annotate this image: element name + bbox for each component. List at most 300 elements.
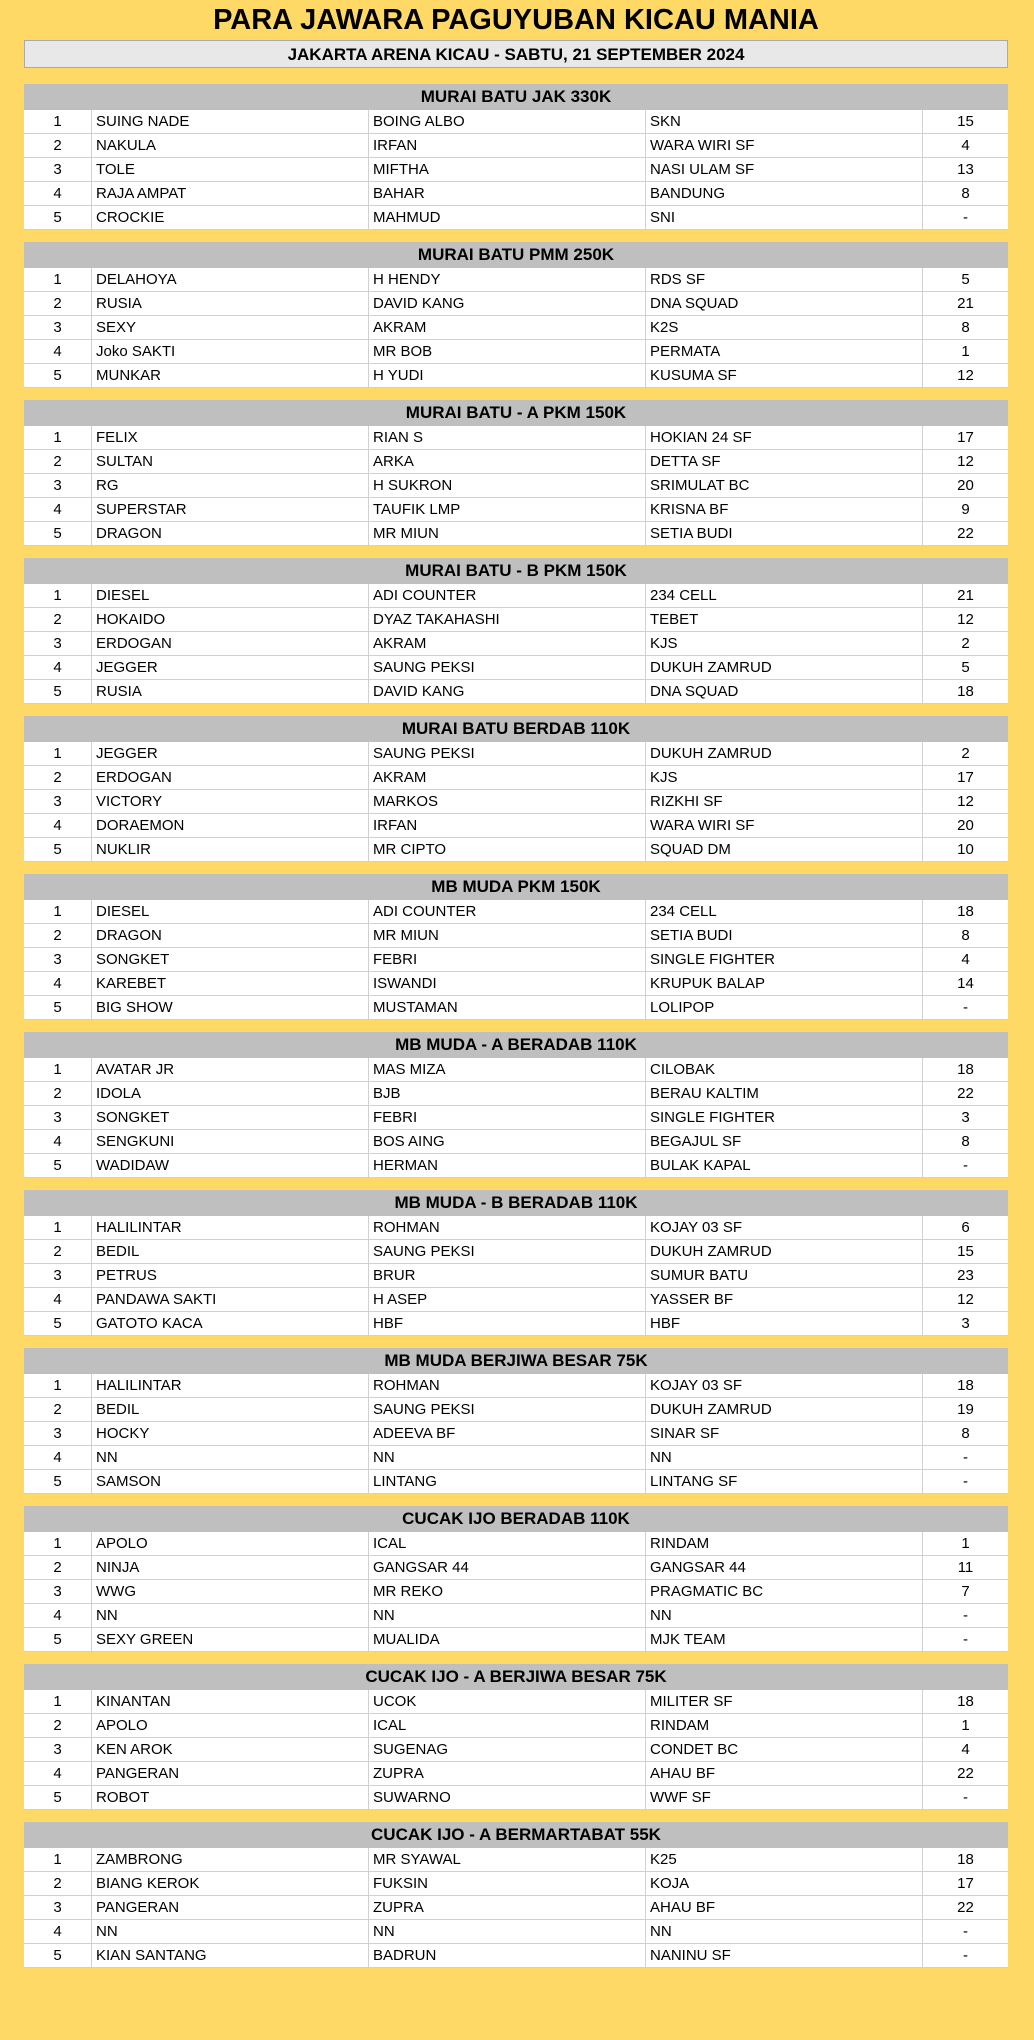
number-cell: 18 xyxy=(957,1851,974,1868)
rank-cell: 1 xyxy=(24,900,92,923)
class-section xyxy=(24,84,1008,242)
bird-name-cell: WWG xyxy=(92,1580,369,1603)
owner-cell: BOS AING xyxy=(369,1130,646,1153)
team-cell: HOKIAN 24 SF xyxy=(646,426,923,449)
table-row xyxy=(24,474,1008,498)
table-row xyxy=(24,972,1008,996)
table-row xyxy=(24,1872,1008,1896)
table-row xyxy=(24,1848,1008,1872)
owner-cell: IRFAN xyxy=(369,134,646,157)
table-row xyxy=(24,1580,1008,1604)
team-cell: SUMUR BATU xyxy=(646,1264,923,1287)
bird-name-cell: ZAMBRONG xyxy=(92,1848,369,1871)
team-cell: CILOBAK xyxy=(646,1058,923,1081)
table-row xyxy=(24,1058,1008,1082)
number-cell: 8 xyxy=(961,1133,970,1150)
rank-cell: 2 xyxy=(24,134,92,157)
rank-cell: 3 xyxy=(24,316,92,339)
bird-name-cell: WADIDAW xyxy=(92,1154,369,1177)
number-cell: 15 xyxy=(957,113,974,130)
table-row xyxy=(24,206,1008,230)
number-cell: 6 xyxy=(961,1219,970,1236)
bird-name-cell: SULTAN xyxy=(92,450,369,473)
bird-name-cell: APOLO xyxy=(92,1714,369,1737)
bird-name-cell: RUSIA xyxy=(92,680,369,703)
class-section xyxy=(24,400,1008,558)
owner-cell: BRUR xyxy=(369,1264,646,1287)
number-cell: 11 xyxy=(957,1559,974,1576)
owner-cell: GANGSAR 44 xyxy=(369,1556,646,1579)
team-cell: PRAGMATIC BC xyxy=(646,1580,923,1603)
number-cell: 13 xyxy=(957,161,974,178)
number-cell: 5 xyxy=(961,659,970,676)
owner-cell: SUGENAG xyxy=(369,1738,646,1761)
owner-cell: SUWARNO xyxy=(369,1786,646,1809)
number-cell: 8 xyxy=(961,185,970,202)
table-row xyxy=(24,340,1008,364)
number-cell: - xyxy=(963,1631,968,1648)
rank-cell: 4 xyxy=(24,1446,92,1469)
table-row xyxy=(24,426,1008,450)
owner-cell: RIAN S xyxy=(369,426,646,449)
table-row xyxy=(24,900,1008,924)
owner-cell: ADI COUNTER xyxy=(369,584,646,607)
bird-name-cell: ROBOT xyxy=(92,1786,369,1809)
rank-cell: 2 xyxy=(24,1082,92,1105)
table-row xyxy=(24,316,1008,340)
number-cell: 4 xyxy=(961,1741,970,1758)
number-cell: 2 xyxy=(961,745,970,762)
bird-name-cell: SENGKUNI xyxy=(92,1130,369,1153)
bird-name-cell: ERDOGAN xyxy=(92,766,369,789)
number-cell: 20 xyxy=(957,477,974,494)
table-row xyxy=(24,814,1008,838)
bird-name-cell: HALILINTAR xyxy=(92,1216,369,1239)
team-cell: SQUAD DM xyxy=(646,838,923,861)
team-cell: NN xyxy=(646,1446,923,1469)
rank-cell: 2 xyxy=(24,1714,92,1737)
owner-cell: ADI COUNTER xyxy=(369,900,646,923)
owner-cell: MUALIDA xyxy=(369,1628,646,1651)
number-cell: 3 xyxy=(961,1109,970,1126)
rank-cell: 2 xyxy=(24,1398,92,1421)
number-cell: 12 xyxy=(957,367,974,384)
rank-cell: 4 xyxy=(24,1288,92,1311)
rank-cell: 3 xyxy=(24,158,92,181)
rank-cell: 4 xyxy=(24,1604,92,1627)
rank-cell: 2 xyxy=(24,1240,92,1263)
number-cell: 22 xyxy=(957,525,974,542)
table-row xyxy=(24,1604,1008,1628)
owner-cell: MR MIUN xyxy=(369,522,646,545)
class-section xyxy=(24,1664,1008,1822)
number-cell: 5 xyxy=(961,271,970,288)
class-header: MURAI BATU - A PKM 150K xyxy=(24,400,1008,426)
bird-name-cell: NN xyxy=(92,1446,369,1469)
bird-name-cell: HOKAIDO xyxy=(92,608,369,631)
bird-name-cell: VICTORY xyxy=(92,790,369,813)
table-row xyxy=(24,1398,1008,1422)
bird-name-cell: DORAEMON xyxy=(92,814,369,837)
team-cell: KOJAY 03 SF xyxy=(646,1216,923,1239)
bird-name-cell: FELIX xyxy=(92,426,369,449)
class-section xyxy=(24,1190,1008,1348)
team-cell: KUSUMA SF xyxy=(646,364,923,387)
owner-cell: NN xyxy=(369,1920,646,1943)
owner-cell: FEBRI xyxy=(369,1106,646,1129)
bird-name-cell: DIESEL xyxy=(92,900,369,923)
table-row xyxy=(24,1240,1008,1264)
rank-cell: 4 xyxy=(24,656,92,679)
owner-cell: MARKOS xyxy=(369,790,646,813)
rank-cell: 5 xyxy=(24,1628,92,1651)
owner-cell: AKRAM xyxy=(369,632,646,655)
bird-name-cell: MUNKAR xyxy=(92,364,369,387)
owner-cell: IRFAN xyxy=(369,814,646,837)
number-cell: 4 xyxy=(961,951,970,968)
team-cell: SETIA BUDI xyxy=(646,522,923,545)
section-separator xyxy=(24,388,1008,400)
number-cell: 20 xyxy=(957,817,974,834)
table-row xyxy=(24,158,1008,182)
owner-cell: H YUDI xyxy=(369,364,646,387)
class-header: MURAI BATU BERDAB 110K xyxy=(24,716,1008,742)
bird-name-cell: NN xyxy=(92,1920,369,1943)
bird-name-cell: IDOLA xyxy=(92,1082,369,1105)
table-row xyxy=(24,584,1008,608)
rank-cell: 1 xyxy=(24,1690,92,1713)
rank-cell: 1 xyxy=(24,1058,92,1081)
owner-cell: FEBRI xyxy=(369,948,646,971)
class-section xyxy=(24,242,1008,400)
table-row xyxy=(24,766,1008,790)
team-cell: KJS xyxy=(646,766,923,789)
number-cell: 17 xyxy=(957,429,974,446)
class-section xyxy=(24,1032,1008,1190)
rank-cell: 4 xyxy=(24,1130,92,1153)
owner-cell: MAHMUD xyxy=(369,206,646,229)
table-row xyxy=(24,182,1008,206)
number-cell: 22 xyxy=(957,1899,974,1916)
number-cell: 17 xyxy=(957,769,974,786)
table-row xyxy=(24,1154,1008,1178)
rank-cell: 2 xyxy=(24,1872,92,1895)
owner-cell: MR CIPTO xyxy=(369,838,646,861)
team-cell: LINTANG SF xyxy=(646,1470,923,1493)
team-cell: MILITER SF xyxy=(646,1690,923,1713)
table-row xyxy=(24,948,1008,972)
owner-cell: MR MIUN xyxy=(369,924,646,947)
table-row xyxy=(24,1446,1008,1470)
number-cell: 18 xyxy=(957,683,974,700)
owner-cell: ROHMAN xyxy=(369,1216,646,1239)
number-cell: 12 xyxy=(957,793,974,810)
team-cell: YASSER BF xyxy=(646,1288,923,1311)
rank-cell: 1 xyxy=(24,1848,92,1871)
table-row xyxy=(24,1738,1008,1762)
number-cell: - xyxy=(963,1157,968,1174)
team-cell: DUKUH ZAMRUD xyxy=(646,1398,923,1421)
rank-cell: 2 xyxy=(24,292,92,315)
bird-name-cell: BEDIL xyxy=(92,1398,369,1421)
team-cell: DETTA SF xyxy=(646,450,923,473)
bird-name-cell: JEGGER xyxy=(92,742,369,765)
rank-cell: 2 xyxy=(24,924,92,947)
table-row xyxy=(24,1422,1008,1446)
class-header: MB MUDA BERJIWA BESAR 75K xyxy=(24,1348,1008,1374)
team-cell: AHAU BF xyxy=(646,1762,923,1785)
table-row xyxy=(24,608,1008,632)
team-cell: RINDAM xyxy=(646,1714,923,1737)
team-cell: BERAU KALTIM xyxy=(646,1082,923,1105)
section-separator xyxy=(24,546,1008,558)
number-cell: 1 xyxy=(961,1535,970,1552)
table-row xyxy=(24,134,1008,158)
number-cell: 21 xyxy=(957,295,974,312)
number-cell: - xyxy=(963,1789,968,1806)
team-cell: BANDUNG xyxy=(646,182,923,205)
number-cell: 2 xyxy=(961,635,970,652)
owner-cell: MR SYAWAL xyxy=(369,1848,646,1871)
class-header: MB MUDA PKM 150K xyxy=(24,874,1008,900)
bird-name-cell: PANGERAN xyxy=(92,1762,369,1785)
team-cell: SNI xyxy=(646,206,923,229)
owner-cell: NN xyxy=(369,1604,646,1627)
bird-name-cell: SUING NADE xyxy=(92,110,369,133)
bird-name-cell: APOLO xyxy=(92,1532,369,1555)
team-cell: NN xyxy=(646,1920,923,1943)
bird-name-cell: NAKULA xyxy=(92,134,369,157)
table-row xyxy=(24,1082,1008,1106)
class-header: CUCAK IJO BERADAB 110K xyxy=(24,1506,1008,1532)
class-header: MURAI BATU - B PKM 150K xyxy=(24,558,1008,584)
owner-cell: MR BOB xyxy=(369,340,646,363)
table-row xyxy=(24,1786,1008,1810)
owner-cell: DYAZ TAKAHASHI xyxy=(369,608,646,631)
rank-cell: 5 xyxy=(24,1154,92,1177)
table-row xyxy=(24,1920,1008,1944)
owner-cell: AKRAM xyxy=(369,316,646,339)
bird-name-cell: AVATAR JR xyxy=(92,1058,369,1081)
team-cell: HBF xyxy=(646,1312,923,1335)
bird-name-cell: SEXY xyxy=(92,316,369,339)
number-cell: 8 xyxy=(961,927,970,944)
team-cell: WARA WIRI SF xyxy=(646,134,923,157)
team-cell: DUKUH ZAMRUD xyxy=(646,1240,923,1263)
table-row xyxy=(24,1762,1008,1786)
owner-cell: SAUNG PEKSI xyxy=(369,656,646,679)
number-cell: - xyxy=(963,1607,968,1624)
rank-cell: 4 xyxy=(24,498,92,521)
number-cell: 4 xyxy=(961,137,970,154)
number-cell: 21 xyxy=(957,587,974,604)
team-cell: SINAR SF xyxy=(646,1422,923,1445)
rank-cell: 5 xyxy=(24,364,92,387)
team-cell: K2S xyxy=(646,316,923,339)
team-cell: DUKUH ZAMRUD xyxy=(646,742,923,765)
number-cell: 19 xyxy=(957,1401,974,1418)
rank-cell: 3 xyxy=(24,1422,92,1445)
team-cell: DNA SQUAD xyxy=(646,292,923,315)
team-cell: RIZKHI SF xyxy=(646,790,923,813)
bird-name-cell: RG xyxy=(92,474,369,497)
bird-name-cell: CROCKIE xyxy=(92,206,369,229)
sections-container xyxy=(24,84,1008,1968)
team-cell: RINDAM xyxy=(646,1532,923,1555)
owner-cell: SAUNG PEKSI xyxy=(369,1240,646,1263)
table-row xyxy=(24,1628,1008,1652)
table-row xyxy=(24,1896,1008,1920)
bird-name-cell: PETRUS xyxy=(92,1264,369,1287)
table-row xyxy=(24,996,1008,1020)
class-section xyxy=(24,1506,1008,1664)
table-row xyxy=(24,292,1008,316)
team-cell: LOLIPOP xyxy=(646,996,923,1019)
rank-cell: 5 xyxy=(24,522,92,545)
table-row xyxy=(24,110,1008,134)
owner-cell: AKRAM xyxy=(369,766,646,789)
table-row xyxy=(24,680,1008,704)
team-cell: TEBET xyxy=(646,608,923,631)
owner-cell: H HENDY xyxy=(369,268,646,291)
owner-cell: TAUFIK LMP xyxy=(369,498,646,521)
section-separator xyxy=(24,230,1008,242)
number-cell: 15 xyxy=(957,1243,974,1260)
rank-cell: 1 xyxy=(24,1532,92,1555)
team-cell: PERMATA xyxy=(646,340,923,363)
section-separator xyxy=(24,1178,1008,1190)
bird-name-cell: RUSIA xyxy=(92,292,369,315)
bird-name-cell: Joko SAKTI xyxy=(92,340,369,363)
bird-name-cell: NINJA xyxy=(92,1556,369,1579)
bird-name-cell: DIESEL xyxy=(92,584,369,607)
table-row xyxy=(24,522,1008,546)
bird-name-cell: SUPERSTAR xyxy=(92,498,369,521)
table-row xyxy=(24,1130,1008,1154)
rank-cell: 2 xyxy=(24,766,92,789)
bird-name-cell: PANGERAN xyxy=(92,1896,369,1919)
owner-cell: ICAL xyxy=(369,1714,646,1737)
bird-name-cell: HALILINTAR xyxy=(92,1374,369,1397)
results-sheet xyxy=(24,0,1008,1968)
team-cell: SETIA BUDI xyxy=(646,924,923,947)
owner-cell: ZUPRA xyxy=(369,1896,646,1919)
team-cell: SKN xyxy=(646,110,923,133)
table-row xyxy=(24,1532,1008,1556)
rank-cell: 3 xyxy=(24,1896,92,1919)
owner-cell: LINTANG xyxy=(369,1470,646,1493)
team-cell: GANGSAR 44 xyxy=(646,1556,923,1579)
bird-name-cell: DELAHOYA xyxy=(92,268,369,291)
page-title: PARA JAWARA PAGUYUBAN KICAU MANIA xyxy=(213,4,819,36)
section-separator xyxy=(24,1020,1008,1032)
bird-name-cell: ERDOGAN xyxy=(92,632,369,655)
owner-cell: MAS MIZA xyxy=(369,1058,646,1081)
team-cell: DUKUH ZAMRUD xyxy=(646,656,923,679)
rank-cell: 1 xyxy=(24,110,92,133)
bird-name-cell: NN xyxy=(92,1604,369,1627)
number-cell: 10 xyxy=(957,841,974,858)
number-cell: - xyxy=(963,1449,968,1466)
section-separator xyxy=(24,1336,1008,1348)
class-header: MB MUDA - B BERADAB 110K xyxy=(24,1190,1008,1216)
owner-cell: BAHAR xyxy=(369,182,646,205)
team-cell: NASI ULAM SF xyxy=(646,158,923,181)
number-cell: 18 xyxy=(957,903,974,920)
bird-name-cell: KAREBET xyxy=(92,972,369,995)
team-cell: 234 CELL xyxy=(646,900,923,923)
bird-name-cell: GATOTO KACA xyxy=(92,1312,369,1335)
bird-name-cell: SAMSON xyxy=(92,1470,369,1493)
bird-name-cell: RAJA AMPAT xyxy=(92,182,369,205)
table-row xyxy=(24,1264,1008,1288)
owner-cell: NN xyxy=(369,1446,646,1469)
team-cell: BEGAJUL SF xyxy=(646,1130,923,1153)
number-cell: 8 xyxy=(961,319,970,336)
bird-name-cell: JEGGER xyxy=(92,656,369,679)
rank-cell: 2 xyxy=(24,450,92,473)
number-cell: 7 xyxy=(961,1583,970,1600)
team-cell: DNA SQUAD xyxy=(646,680,923,703)
team-cell: K25 xyxy=(646,1848,923,1871)
class-section xyxy=(24,874,1008,1032)
number-cell: 22 xyxy=(957,1765,974,1782)
rank-cell: 5 xyxy=(24,206,92,229)
owner-cell: H SUKRON xyxy=(369,474,646,497)
owner-cell: BOING ALBO xyxy=(369,110,646,133)
table-row xyxy=(24,790,1008,814)
rank-cell: 5 xyxy=(24,680,92,703)
team-cell: SINGLE FIGHTER xyxy=(646,1106,923,1129)
number-cell: 1 xyxy=(961,1717,970,1734)
rank-cell: 4 xyxy=(24,182,92,205)
table-row xyxy=(24,742,1008,766)
rank-cell: 1 xyxy=(24,268,92,291)
class-header: MURAI BATU JAK 330K xyxy=(24,84,1008,110)
rank-cell: 1 xyxy=(24,742,92,765)
bird-name-cell: KIAN SANTANG xyxy=(92,1944,369,1967)
rank-cell: 2 xyxy=(24,1556,92,1579)
rank-cell: 1 xyxy=(24,1216,92,1239)
rank-cell: 5 xyxy=(24,1786,92,1809)
number-cell: 18 xyxy=(957,1377,974,1394)
bird-name-cell: SONGKET xyxy=(92,948,369,971)
section-separator xyxy=(24,704,1008,716)
owner-cell: MUSTAMAN xyxy=(369,996,646,1019)
bird-name-cell: DRAGON xyxy=(92,522,369,545)
bird-name-cell: BEDIL xyxy=(92,1240,369,1263)
number-cell: 22 xyxy=(957,1085,974,1102)
bird-name-cell: KEN AROK xyxy=(92,1738,369,1761)
rank-cell: 3 xyxy=(24,790,92,813)
rank-cell: 4 xyxy=(24,814,92,837)
section-separator xyxy=(24,1810,1008,1822)
table-row xyxy=(24,924,1008,948)
number-cell: 12 xyxy=(957,1291,974,1308)
team-cell: NN xyxy=(646,1604,923,1627)
table-row xyxy=(24,1690,1008,1714)
number-cell: 8 xyxy=(961,1425,970,1442)
owner-cell: SAUNG PEKSI xyxy=(369,742,646,765)
rank-cell: 3 xyxy=(24,474,92,497)
number-cell: - xyxy=(963,999,968,1016)
bird-name-cell: SONGKET xyxy=(92,1106,369,1129)
owner-cell: ADEEVA BF xyxy=(369,1422,646,1445)
table-row xyxy=(24,1312,1008,1336)
owner-cell: DAVID KANG xyxy=(369,292,646,315)
class-section xyxy=(24,1348,1008,1506)
table-row xyxy=(24,632,1008,656)
